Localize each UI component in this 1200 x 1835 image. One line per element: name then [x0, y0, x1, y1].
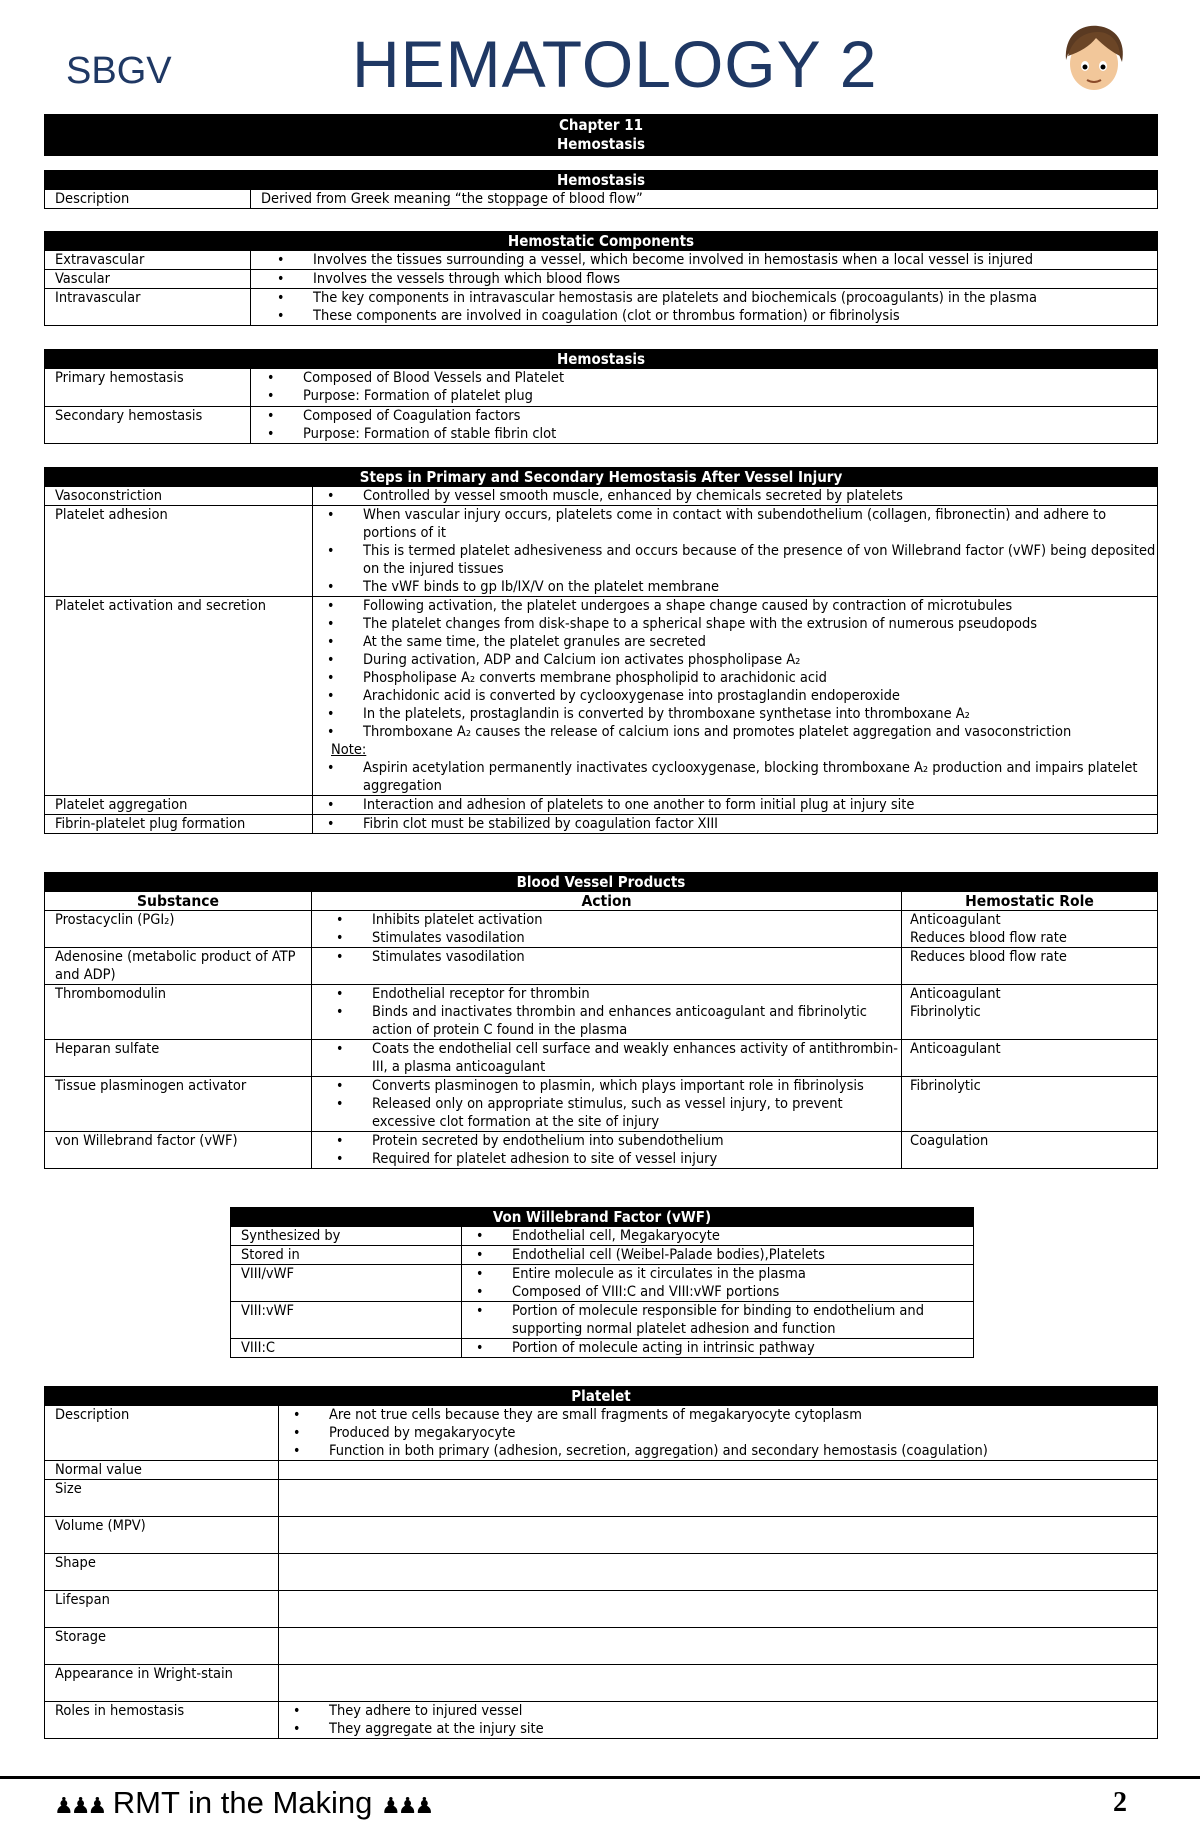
table-row	[45, 1040, 1158, 1077]
people-icon: ♟♟♟	[381, 1793, 432, 1818]
table-row	[45, 1628, 1158, 1665]
table-row	[45, 1517, 1158, 1554]
table-title: Steps in Primary and Secondary Hemostasis After Vessel Injury	[45, 468, 1158, 487]
column-header: Action	[312, 892, 902, 911]
row-label: Description	[45, 1406, 279, 1461]
column-header: Substance	[45, 892, 312, 911]
row-label: Storage	[45, 1628, 279, 1665]
list-item: • Protein secreted by endothelium into subendothelium	[372, 1132, 901, 1150]
role-text: Anticoagulant	[910, 1041, 1001, 1057]
list-item: • Coats the endothelial cell surface and weakly enhances activity of antithrombin-III, a plasma anticoagulant	[372, 1040, 901, 1076]
table-row	[45, 1591, 1158, 1628]
table-row	[45, 407, 1158, 444]
list-item: • Involves the tissues surrounding a vessel, which become involved in hemostasis when a local vessel is injured	[313, 251, 1157, 269]
list-item: • This is termed platelet adhesiveness and occurs because of the presence of von Willebrand factor (vWF) being deposited on the injured tissues	[363, 542, 1157, 578]
list-item: • Stimulates vasodilation	[372, 929, 901, 947]
list-item: • During activation, ADP and Calcium ion activates phospholipase A₂	[363, 651, 1157, 669]
list-item: • In the platelets, prostaglandin is converted by thromboxane synthetase into thromboxane A₂	[363, 705, 1157, 723]
table-row	[231, 1265, 974, 1302]
list-item: • Purpose: Formation of stable fibrin clot	[303, 425, 1157, 443]
row-label: Volume (MPV)	[45, 1517, 279, 1554]
substance-cell: von Willebrand factor (vWF)	[45, 1132, 312, 1169]
list-item: • Aspirin acetylation permanently inactivates cyclooxygenase, blocking thromboxane A₂ production and impairs platelet aggregation	[363, 759, 1157, 795]
footer-divider	[0, 1776, 1200, 1779]
list-item: • Composed of Blood Vessels and Platelet	[303, 369, 1157, 387]
table-row	[45, 796, 1158, 815]
list-item: • Stimulates vasodilation	[372, 948, 901, 966]
table-row	[45, 1461, 1158, 1480]
row-value: Derived from Greek meaning “the stoppage of blood flow”	[251, 190, 1158, 209]
people-icon: ♟♟♟	[54, 1793, 105, 1818]
substance-cell: Tissue plasminogen activator	[45, 1077, 312, 1132]
table-title: Hemostatic Components	[45, 232, 1158, 251]
table-row	[231, 1339, 974, 1358]
hemostatic-components-table	[44, 231, 1158, 326]
row-label: Size	[45, 1480, 279, 1517]
list-item: • Phospholipase A₂ converts membrane phospholipid to arachidonic acid	[363, 669, 1157, 687]
page-title: HEMATOLOGY 2	[352, 27, 878, 101]
table-title: Hemostasis	[45, 350, 1158, 369]
role-text: Fibrinolytic	[910, 1004, 981, 1020]
table-row	[45, 1554, 1158, 1591]
list-item: • Purpose: Formation of platelet plug	[303, 387, 1157, 405]
list-item: • Inhibits platelet activation	[372, 911, 901, 929]
table-row	[45, 487, 1158, 506]
avatar-icon	[1058, 22, 1130, 94]
list-item: • Produced by megakaryocyte	[329, 1424, 1157, 1442]
role-text: Fibrinolytic	[910, 1078, 981, 1094]
table-row	[45, 985, 1158, 1040]
row-label: Normal value	[45, 1461, 279, 1480]
list-item: • When vascular injury occurs, platelets come in contact with subendothelium (collagen, fibronectin) and adhere to portions of it	[363, 506, 1157, 542]
row-label: Stored in	[231, 1246, 462, 1265]
list-item: • Composed of Coagulation factors	[303, 407, 1157, 425]
table-row	[45, 1132, 1158, 1169]
hemostasis-types-table	[44, 349, 1158, 444]
row-label: VIII/vWF	[231, 1265, 462, 1302]
table-row	[45, 369, 1158, 407]
hemostasis-definition-table	[44, 170, 1158, 209]
row-label: Lifespan	[45, 1591, 279, 1628]
row-label: Extravascular	[45, 251, 251, 270]
row-label: Synthesized by	[231, 1227, 462, 1246]
row-label: Platelet adhesion	[45, 506, 313, 597]
row-label: Platelet activation and secretion	[45, 597, 313, 796]
list-item: • The vWF binds to gp Ib/IX/V on the platelet membrane	[363, 578, 1157, 596]
blood-vessel-products-table	[44, 872, 1158, 1169]
role-text: Coagulation	[910, 1133, 989, 1149]
note-label: Note:	[331, 742, 367, 758]
list-item: • Interaction and adhesion of platelets to one another to form initial plug at injury site	[363, 796, 1157, 814]
table-row	[45, 911, 1158, 948]
substance-cell: Heparan sulfate	[45, 1040, 312, 1077]
vwf-table	[230, 1207, 974, 1358]
list-item: • Required for platelet adhesion to site of vessel injury	[372, 1150, 901, 1168]
table-row	[45, 289, 1158, 326]
row-label: VIII:C	[231, 1339, 462, 1358]
table-row	[45, 948, 1158, 985]
list-item: • Endothelial cell (Weibel-Palade bodies),Platelets	[512, 1246, 973, 1264]
table-row	[45, 1077, 1158, 1132]
hemostasis-steps-table	[44, 467, 1158, 834]
list-item: • Composed of VIII:C and VIII:vWF portions	[512, 1283, 973, 1301]
table-title: Blood Vessel Products	[45, 873, 1158, 892]
role-text: Anticoagulant	[910, 912, 1001, 928]
list-item: • Converts plasminogen to plasmin, which plays important role in fibrinolysis	[372, 1077, 901, 1095]
list-item: • At the same time, the platelet granules are secreted	[363, 633, 1157, 651]
list-item: • Endothelial cell, Megakaryocyte	[512, 1227, 973, 1245]
page-number: 2	[1113, 1787, 1127, 1818]
row-label: Shape	[45, 1554, 279, 1591]
list-item: • These components are involved in coagulation (clot or thrombus formation) or fibrinolysis	[313, 307, 1157, 325]
row-label: Fibrin-platelet plug formation	[45, 815, 313, 834]
list-item: • Controlled by vessel smooth muscle, enhanced by chemicals secreted by platelets	[363, 487, 1157, 505]
list-item: • Released only on appropriate stimulus, such as vessel injury, to prevent excessive clot formation at the site of injury	[372, 1095, 901, 1131]
row-label: Primary hemostasis	[45, 369, 251, 407]
platelet-table	[44, 1386, 1158, 1739]
table-title: Platelet	[45, 1387, 1158, 1406]
table-row	[45, 190, 1158, 209]
footer-text: RMT in the Making	[112, 1785, 373, 1820]
row-label: Vasoconstriction	[45, 487, 313, 506]
list-item: • Thromboxane A₂ causes the release of calcium ions and promotes platelet aggregation and vasoconstriction	[363, 723, 1157, 741]
row-label: Vascular	[45, 270, 251, 289]
row-label: Roles in hemostasis	[45, 1702, 279, 1739]
list-item: • They adhere to injured vessel	[329, 1702, 1157, 1720]
chapter-number: Chapter 11	[558, 116, 644, 134]
row-label: Description	[45, 190, 251, 209]
row-label: Appearance in Wright-stain	[45, 1665, 279, 1702]
list-item: • Endothelial receptor for thrombin	[372, 985, 901, 1003]
table-row	[45, 506, 1158, 597]
list-item: • Involves the vessels through which blood flows	[313, 270, 1157, 288]
list-item: • Portion of molecule acting in intrinsic pathway	[512, 1339, 973, 1357]
table-row	[231, 1246, 974, 1265]
table-row	[231, 1302, 974, 1339]
chapter-banner	[44, 114, 1158, 156]
table-row	[45, 597, 1158, 796]
table-row	[45, 1406, 1158, 1461]
list-item: • The platelet changes from disk-shape to a spherical shape with the extrusion of numerous pseudopods	[363, 615, 1157, 633]
table-row	[45, 1480, 1158, 1517]
role-text: Reduces blood flow rate	[910, 949, 1067, 965]
row-label: Intravascular	[45, 289, 251, 326]
list-item: • Function in both primary (adhesion, secretion, aggregation) and secondary hemostasis (coagulation)	[329, 1442, 1157, 1460]
table-row	[45, 1702, 1158, 1739]
row-label: Platelet aggregation	[45, 796, 313, 815]
list-item: • Binds and inactivates thrombin and enhances anticoagulant and fibrinolytic action of protein C found in the plasma	[372, 1003, 901, 1039]
header-left-text: SBGV	[66, 50, 172, 92]
list-item: • Following activation, the platelet undergoes a shape change caused by contraction of microtubules	[363, 597, 1157, 615]
table-row	[45, 1665, 1158, 1702]
role-text: Anticoagulant	[910, 986, 1001, 1002]
chapter-title: Hemostasis	[556, 135, 646, 153]
footer-brand	[54, 1785, 431, 1821]
list-item: • Entire molecule as it circulates in the plasma	[512, 1265, 973, 1283]
list-item: • Portion of molecule responsible for binding to endothelium and supporting normal platelet adhesion and function	[512, 1302, 973, 1338]
column-header: Hemostatic Role	[902, 892, 1158, 911]
table-title: Von Willebrand Factor (vWF)	[231, 1208, 974, 1227]
list-item: • Fibrin clot must be stabilized by coagulation factor XIII	[363, 815, 1157, 833]
list-item: • Are not true cells because they are small fragments of megakaryocyte cytoplasm	[329, 1406, 1157, 1424]
table-row	[45, 815, 1158, 834]
table-row	[45, 270, 1158, 289]
list-item: • Arachidonic acid is converted by cyclooxygenase into prostaglandin endoperoxide	[363, 687, 1157, 705]
row-label: VIII:vWF	[231, 1302, 462, 1339]
substance-cell: Thrombomodulin	[45, 985, 312, 1040]
substance-cell: Prostacyclin (PGI₂)	[45, 911, 312, 948]
row-label: Secondary hemostasis	[45, 407, 251, 444]
table-row	[231, 1227, 974, 1246]
substance-cell: Adenosine (metabolic product of ATP and ADP)	[45, 948, 312, 985]
list-item: • They aggregate at the injury site	[329, 1720, 1157, 1738]
table-row	[45, 251, 1158, 270]
list-item: • The key components in intravascular hemostasis are platelets and biochemicals (procoagulants) in the plasma	[313, 289, 1157, 307]
role-text: Reduces blood flow rate	[910, 930, 1067, 946]
table-title: Hemostasis	[45, 171, 1158, 190]
